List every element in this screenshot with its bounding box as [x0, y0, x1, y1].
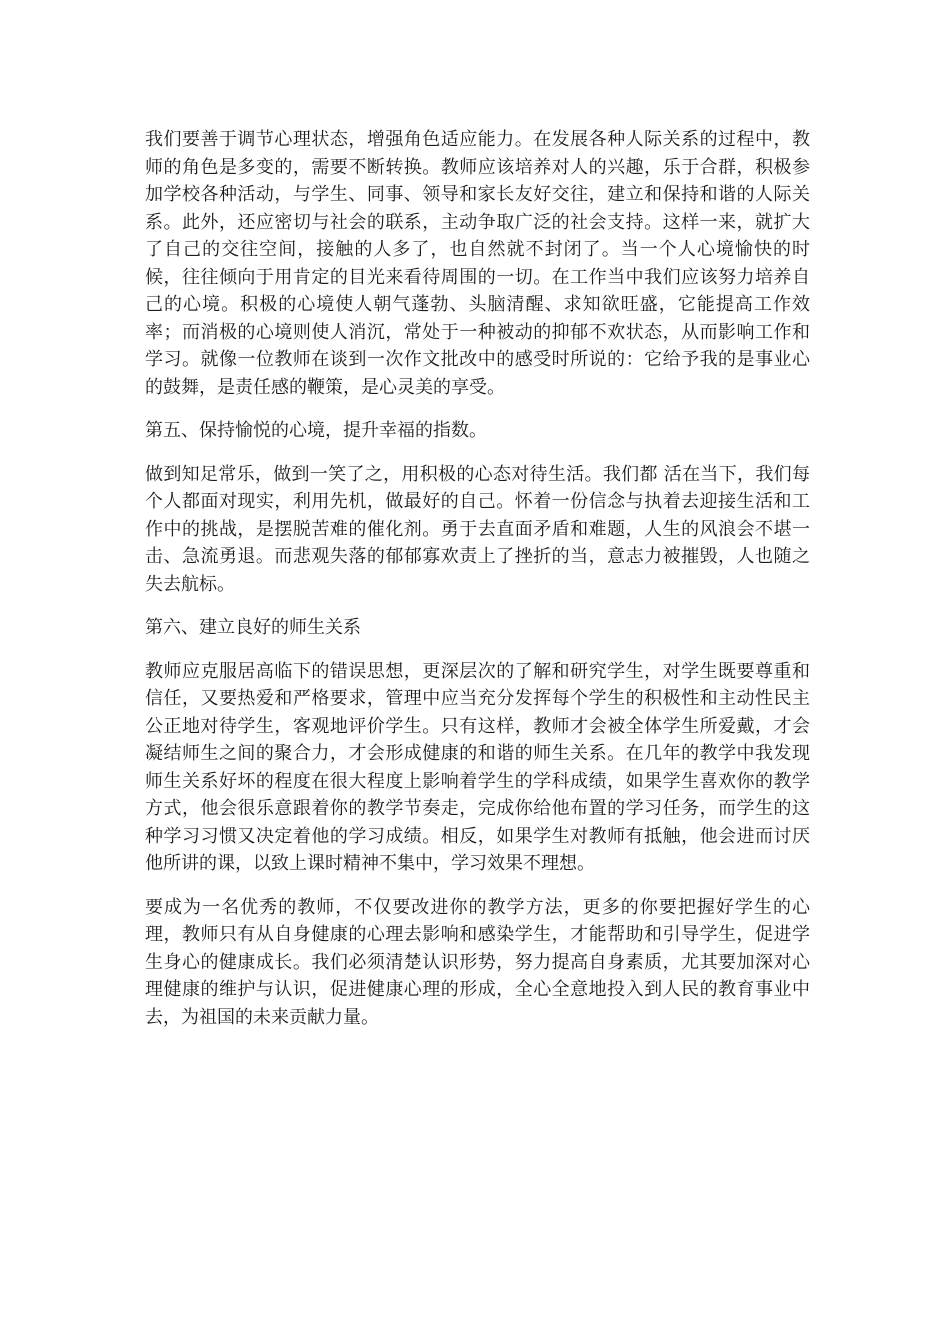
document-body: [145, 126, 810, 1047]
paragraph-teacher-student-relations: 教师应克服居高临下的错误思想，更深层次的了解和研究学生，对学生既要尊重和信任，又要热爱和严格要求，管理中应当充分发挥每个学生的积极性和主动性民主公正地对待学生，客观地评价学生。只有这样，教师才会被全体学生所爱戴，才会凝结师生之间的聚合力，才会形成健康的和谐的师生关系。在几年的教学中我发现师生关系好坏的程度在很大程度上影响着学生的学科成绩，如果学生喜欢你的教学方式，他会很乐意跟着你的教学节奏走，完成你给他布置的学习任务，而学生的这种学习习惯又决定着他的学习成绩。相反，如果学生对教师有抵触，他会进而讨厌他所讲的课，以致上课时精神不集中，学习效果不理想。: [145, 660, 810, 874]
paragraph-emotional-adjustment: 我们要善于调节心理状态，增强角色适应能力。在发展各种人际关系的过程中，教师的角色是多变的，需要不断转换。教师应该培养对人的兴趣，乐于合群，积极参加学校各种活动，与学生、同事、领导和家长友好交往，建立和保持和谐的人际关系。此外，还应密切与社会的联系，主动争取广泛的社会支持。这样一来，就扩大了自己的交往空间，接触的人多了，也自然就不封闭了。当一个人心境愉快的时候，往往倾向于用肯定的目光来看待周围的一切。在工作当中我们应该努力培养自己的心境。积极的心境使人朝气蓬勃、头脑清醒、求知欲旺盛，它能提高工作效率；而消极的心境则使人消沉，常处于一种被动的抑郁不欢状态，从而影响工作和学习。就像一位教师在谈到一次作文批改中的感受时所说的：它给予我的是事业心的鼓舞，是责任感的鞭策，是心灵美的享受。: [145, 129, 810, 398]
paragraph-positive-attitude: 做到知足常乐，做到一笑了之，用积极的心态对待生活。我们都 活在当下，我们每个人都面对现实，利用先机，做最好的自己。怀着一份信念与执着去迎接生活和工作中的挑战，是摆脱苦难的催化剂。勇于去直面矛盾和难题，人生的风浪会不堪一击、急流勇退。而悲观失落的郁郁寡欢责上了挫折的当，意志力被摧毁，人也随之失去航标。: [145, 463, 810, 595]
section-heading-six: 第六、建立良好的师生关系: [145, 617, 361, 638]
section-heading-five: 第五、保持愉悦的心境，提升幸福的指数。: [145, 420, 487, 441]
paragraph-conclusion: 要成为一名优秀的教师，不仅要改进你的教学方法，更多的你要把握好学生的心理，教师只有从自身健康的心理去影响和感染学生，才能帮助和引导学生，促进学生身心的健康成长。我们必须清楚认识形势，努力提高自身素质，尤其要加深对心理健康的维护与认识，促进健康心理的形成，全心全意地投入到人民的教育事业中去，为祖国的未来贡献力量。: [145, 896, 810, 1028]
